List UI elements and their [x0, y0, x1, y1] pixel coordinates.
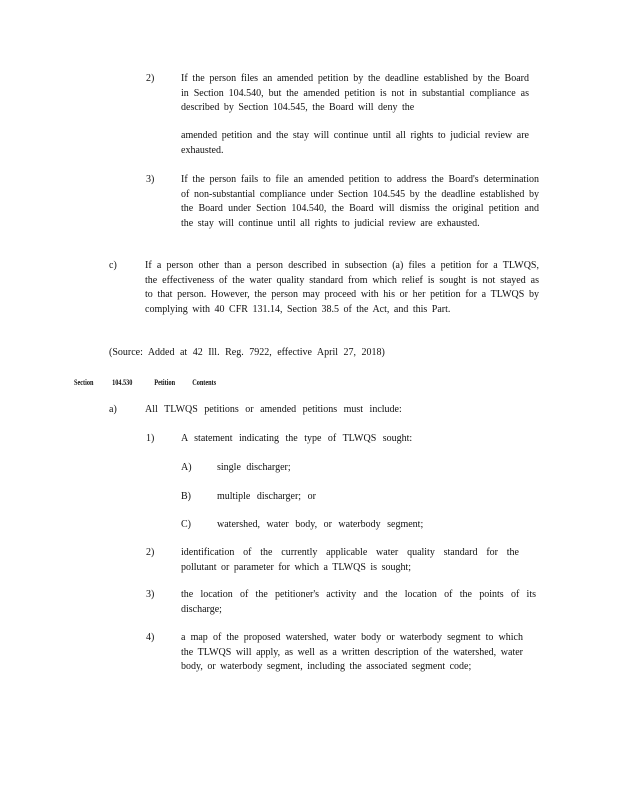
paragraph-a1: A statement indicating the type of TLWQS sought:: [181, 433, 413, 444]
paragraph-a4: a map of the proposed watershed, water body or waterbody segment to which the TLWQS will apply, as well as a written description of the watershed, water body, or waterbody segment, including the associated segment code;: [181, 632, 523, 672]
section-number: 104.530: [112, 378, 133, 387]
item-marker: C): [181, 519, 191, 530]
paragraph-b3: If the person fails to file an amended petition to address the Board's determination of non-substantial compliance under Section 104.545 by the deadline established by the Board under Section 104.540, the Board will dismiss the original petition and the stay will continue until all rights to judicial review are exhausted.: [181, 174, 539, 229]
source-note: (Source: Added at 42 Ill. Reg. 7922, effective April 27, 2018): [109, 347, 385, 358]
section-title: Petition Contents: [154, 378, 217, 387]
paragraph-b2-part1: If the person files an amended petition by the deadline established by the Board in Section 104.540, but the amended petition is not in substantial compliance as described by Section 104.545, the Board will deny the: [181, 73, 529, 113]
item-marker: 4): [146, 632, 155, 643]
paragraph-a1C: watershed, water body, or waterbody segment;: [217, 519, 424, 530]
item-marker: 2): [146, 73, 155, 84]
paragraph-a2: identification of the currently applicable water quality standard for the pollutant or parameter for which a TLWQS is sought;: [181, 547, 519, 573]
section-heading: [74, 376, 216, 391]
section-label: Section: [74, 378, 94, 387]
item-marker: 1): [146, 433, 155, 444]
paragraph-b2-part2: amended petition and the stay will continue until all rights to judicial review are exhausted.: [181, 130, 529, 156]
paragraph-a1B: multiple discharger; or: [217, 491, 316, 502]
paragraph-a: All TLWQS petitions or amended petitions must include:: [145, 404, 402, 415]
item-marker: A): [181, 462, 192, 473]
paragraph-a3: the location of the petitioner's activity and the location of the points of its discharge;: [181, 589, 536, 615]
paragraph-a1A: single discharger;: [217, 462, 291, 473]
paragraph-c: If a person other than a person described in subsection (a) files a petition for a TLWQS, the effectiveness of the water quality standard from which relief is sought is not stayed as to that person. However, the person may proceed with his or her petition for a TLWQS by complying with 40 CFR 131.14, Section 38.5 of the Act, and this Part.: [145, 260, 539, 315]
item-marker: 3): [146, 174, 155, 185]
item-marker: 3): [146, 589, 155, 600]
item-marker: a): [109, 404, 117, 415]
item-marker: 2): [146, 547, 155, 558]
item-marker: c): [109, 260, 117, 271]
item-marker: B): [181, 491, 191, 502]
